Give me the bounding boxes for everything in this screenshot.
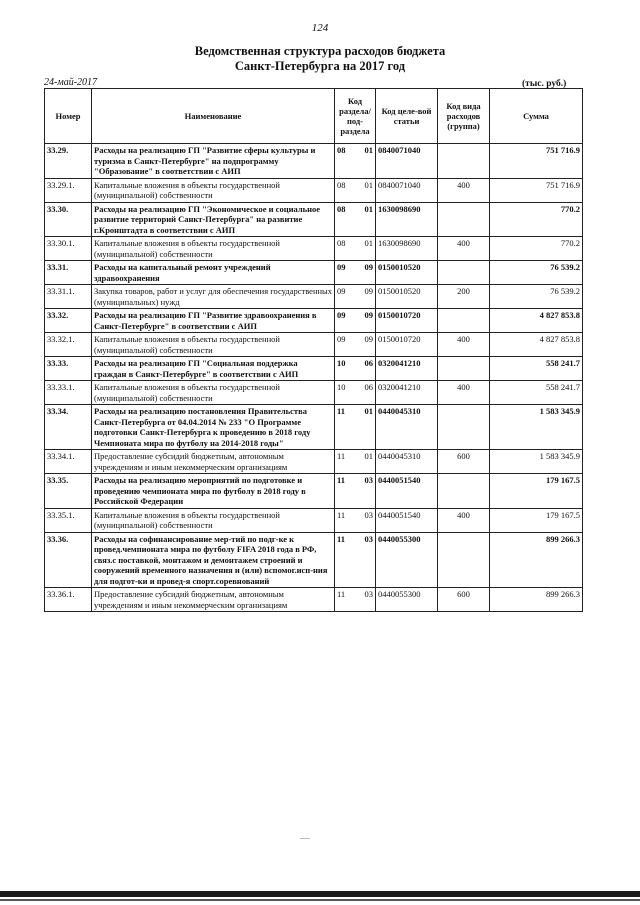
row-number: 33.35.1. <box>45 508 92 532</box>
row-number: 33.30. <box>45 202 92 237</box>
row-target-code: 0320041210 <box>376 357 438 381</box>
budget-table <box>44 88 583 612</box>
row-target-code: 0150010520 <box>376 261 438 285</box>
row-name: Капитальные вложения в объекты государственной (муниципальной) собственности <box>92 237 335 261</box>
document-title <box>0 44 640 74</box>
row-name: Капитальные вложения в объекты государственной (муниципальной) собственности <box>92 381 335 405</box>
row-expense-type <box>438 405 490 450</box>
row-subsection: 01 <box>357 237 376 261</box>
table-row <box>45 357 583 381</box>
scan-bottom-border <box>0 891 640 897</box>
row-subsection: 01 <box>357 202 376 237</box>
row-expense-type <box>438 309 490 333</box>
row-name: Закупка товаров, работ и услуг для обеспечения государственных (муниципальных) нужд <box>92 285 335 309</box>
row-name: Расходы на реализацию постановления Правительства Санкт-Петербурга от 04.04.2014 № 233 "О Программе подготовки Санкт-Петербурга к проведению в 2018 году Чемпионата мира по футболу на 2014-2018 годы" <box>92 405 335 450</box>
row-name: Капитальные вложения в объекты государственной (муниципальной) собственности <box>92 178 335 202</box>
row-section: 09 <box>335 285 357 309</box>
row-sum: 179 167.5 <box>490 474 583 509</box>
row-target-code: 0440045310 <box>376 405 438 450</box>
row-sum: 1 583 345.9 <box>490 405 583 450</box>
table-row <box>45 285 583 309</box>
row-number: 33.31. <box>45 261 92 285</box>
row-expense-type <box>438 144 490 179</box>
row-target-code: 0150010720 <box>376 309 438 333</box>
header-number: Номер <box>45 89 92 144</box>
title-line-1: Ведомственная структура расходов бюджета <box>194 44 446 58</box>
row-sum: 558 241.7 <box>490 357 583 381</box>
header-name: Наименование <box>92 89 335 144</box>
row-number: 33.29. <box>45 144 92 179</box>
row-number: 33.34.1. <box>45 450 92 474</box>
row-subsection: 01 <box>357 178 376 202</box>
table-row <box>45 261 583 285</box>
row-name: Расходы на реализацию ГП "Социальная поддержка граждан в Санкт-Петербурге" в соответствии с АИП <box>92 357 335 381</box>
table-row <box>45 508 583 532</box>
row-sum: 1 583 345.9 <box>490 450 583 474</box>
row-section: 11 <box>335 474 357 509</box>
row-sum: 4 827 853.8 <box>490 333 583 357</box>
row-number: 33.30.1. <box>45 237 92 261</box>
row-expense-type <box>438 474 490 509</box>
row-sum: 4 827 853.8 <box>490 309 583 333</box>
row-name: Расходы на реализацию ГП "Развитие здравоохранения в Санкт-Петербурге" в соответствии с АИП <box>92 309 335 333</box>
row-number: 33.31.1. <box>45 285 92 309</box>
table-row <box>45 405 583 450</box>
row-target-code: 1630098690 <box>376 202 438 237</box>
row-subsection: 09 <box>357 285 376 309</box>
row-section: 11 <box>335 588 357 612</box>
row-target-code: 0440055300 <box>376 588 438 612</box>
row-name: Расходы на капитальный ремонт учреждений здравоохранения <box>92 261 335 285</box>
row-subsection: 06 <box>357 357 376 381</box>
units-label: (тыс. руб.) <box>522 79 567 89</box>
table-row <box>45 450 583 474</box>
row-section: 11 <box>335 532 357 588</box>
row-target-code: 0320041210 <box>376 381 438 405</box>
row-sum: 558 241.7 <box>490 381 583 405</box>
table-row <box>45 588 583 612</box>
row-number: 33.32.1. <box>45 333 92 357</box>
row-number: 33.33. <box>45 357 92 381</box>
row-section: 09 <box>335 261 357 285</box>
row-name: Расходы на реализацию ГП "Развитие сферы культуры и туризма в Санкт-Петербурге" на подпрограмму "Образование" в соответствии с АИП <box>92 144 335 179</box>
row-sum: 770.2 <box>490 202 583 237</box>
row-target-code: 0440051540 <box>376 508 438 532</box>
row-target-code: 0840071040 <box>376 144 438 179</box>
table-header-row <box>45 89 583 144</box>
table-row <box>45 381 583 405</box>
row-sum: 179 167.5 <box>490 508 583 532</box>
table-row <box>45 237 583 261</box>
row-expense-type: 400 <box>438 508 490 532</box>
row-subsection: 01 <box>357 450 376 474</box>
page-number: 124 <box>311 22 329 34</box>
row-name: Предоставление субсидий бюджетным, автономным учреждениям и иным некоммерческим организациям <box>92 588 335 612</box>
row-number: 33.29.1. <box>45 178 92 202</box>
row-name: Капитальные вложения в объекты государственной (муниципальной) собственности <box>92 508 335 532</box>
row-section: 11 <box>335 508 357 532</box>
row-section: 08 <box>335 202 357 237</box>
row-subsection: 03 <box>357 508 376 532</box>
document-date: 24-май-2017 <box>44 77 98 88</box>
row-subsection: 03 <box>357 588 376 612</box>
row-target-code: 0440045310 <box>376 450 438 474</box>
row-sum: 770.2 <box>490 237 583 261</box>
table-row <box>45 178 583 202</box>
row-section: 08 <box>335 144 357 179</box>
row-sum: 76 539.2 <box>490 285 583 309</box>
row-expense-type: 600 <box>438 450 490 474</box>
scan-bottom-line <box>0 899 640 901</box>
row-subsection: 06 <box>357 381 376 405</box>
row-sum: 899 266.3 <box>490 532 583 588</box>
row-subsection: 09 <box>357 333 376 357</box>
row-sum: 76 539.2 <box>490 261 583 285</box>
row-number: 33.35. <box>45 474 92 509</box>
row-section: 11 <box>335 405 357 450</box>
row-section: 10 <box>335 381 357 405</box>
row-target-code: 0440055300 <box>376 532 438 588</box>
row-expense-type: 200 <box>438 285 490 309</box>
row-subsection: 03 <box>357 532 376 588</box>
row-expense-type <box>438 261 490 285</box>
row-expense-type: 600 <box>438 588 490 612</box>
scan-mark <box>300 838 310 839</box>
row-sum: 751 716.9 <box>490 178 583 202</box>
header-target-code: Код целе-вой статьи <box>376 89 438 144</box>
table-row <box>45 474 583 509</box>
header-sum: Сумма <box>490 89 583 144</box>
row-target-code: 1630098690 <box>376 237 438 261</box>
row-expense-type: 400 <box>438 178 490 202</box>
row-subsection: 03 <box>357 474 376 509</box>
row-number: 33.34. <box>45 405 92 450</box>
row-expense-type: 400 <box>438 333 490 357</box>
row-target-code: 0150010520 <box>376 285 438 309</box>
row-name: Расходы на реализацию ГП "Экономическое и социальное развитие территорий Санкт-Петербурга" на развитие г.Кронштадта в соответствии с АИП <box>92 202 335 237</box>
row-subsection: 01 <box>357 405 376 450</box>
row-number: 33.33.1. <box>45 381 92 405</box>
row-section: 11 <box>335 450 357 474</box>
table-body <box>45 144 583 612</box>
row-subsection: 09 <box>357 309 376 333</box>
row-section: 09 <box>335 309 357 333</box>
row-name: Расходы на реализацию мероприятий по подготовке и проведению чемпионата мира по футболу в 2018 году в Российской Федерации <box>92 474 335 509</box>
table-row <box>45 532 583 588</box>
table-row <box>45 144 583 179</box>
row-section: 08 <box>335 178 357 202</box>
row-expense-type <box>438 532 490 588</box>
row-subsection: 01 <box>357 144 376 179</box>
row-expense-type <box>438 357 490 381</box>
row-name: Предоставление субсидий бюджетным, автономным учреждениям и иным некоммерческим организациям <box>92 450 335 474</box>
row-expense-type: 400 <box>438 381 490 405</box>
table-row <box>45 309 583 333</box>
row-subsection: 09 <box>357 261 376 285</box>
row-name: Капитальные вложения в объекты государственной (муниципальной) собственности <box>92 333 335 357</box>
row-number: 33.32. <box>45 309 92 333</box>
header-expense-type: Код вида расходов (группа) <box>438 89 490 144</box>
table-row <box>45 333 583 357</box>
header-section-code: Код раздела/ под-раздела <box>335 89 376 144</box>
row-section: 10 <box>335 357 357 381</box>
row-target-code: 0840071040 <box>376 178 438 202</box>
row-target-code: 0440051540 <box>376 474 438 509</box>
row-sum: 899 266.3 <box>490 588 583 612</box>
row-sum: 751 716.9 <box>490 144 583 179</box>
table-row <box>45 202 583 237</box>
row-target-code: 0150010720 <box>376 333 438 357</box>
row-number: 33.36.1. <box>45 588 92 612</box>
row-number: 33.36. <box>45 532 92 588</box>
row-name: Расходы на софинансирование мер-тий по подг-ке к провед.чемпионата мира по футболу FIFA 2018 года в РФ, связ.с поставкой, монтажом и демонтажем строений и сооружений временного назначения и (или) вспомог.исп-ния для подгот-ки и провед-я спорт.соревнований <box>92 532 335 588</box>
row-section: 09 <box>335 333 357 357</box>
row-expense-type: 400 <box>438 237 490 261</box>
title-line-2: Санкт-Петербурга на 2017 год <box>234 59 406 73</box>
row-expense-type <box>438 202 490 237</box>
row-section: 08 <box>335 237 357 261</box>
